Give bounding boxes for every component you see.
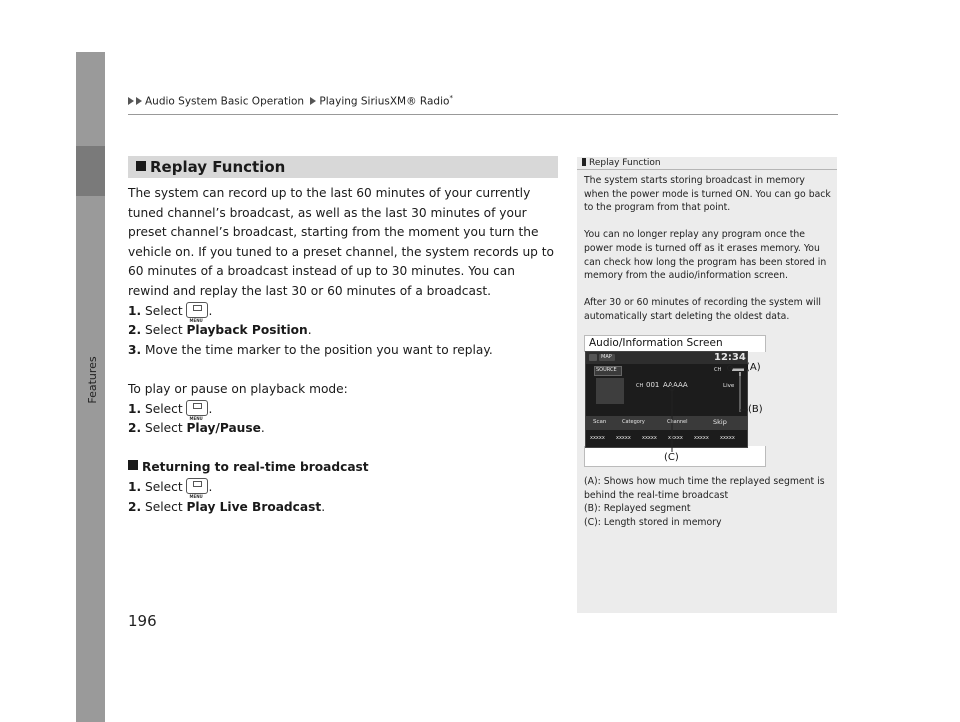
step-text: Select	[145, 323, 183, 338]
breadcrumb	[128, 94, 453, 108]
callout-b: (B)	[748, 404, 763, 415]
chapter-tab-marker	[76, 146, 105, 196]
intro-paragraph: The system can record up to the last 60 minutes of your currently tuned channel’s broadcast, as well as the last 30 minutes of your preset channel’s broadcast, starting from the moment you turn the vehicle on. If you tuned to a preset channel, the system records up to 60 minutes of a broadcast instead of up to 30 minutes. You can rewind and replay the last 30 or 60 minutes of a broadcast.	[128, 186, 555, 298]
channel-number: 001	[646, 381, 660, 389]
breadcrumb-arrow-icon	[310, 97, 316, 105]
figure-caption-box	[584, 335, 766, 352]
menu-button-icon	[186, 302, 208, 318]
asterisk-mark: *	[449, 94, 453, 102]
breadcrumb-item[interactable]: Playing SiriusXM® Radio	[319, 95, 450, 108]
scan-button: Scan	[593, 419, 607, 425]
step-number: 1.	[128, 401, 142, 416]
live-label: Live	[723, 383, 735, 389]
page-number: 196	[128, 612, 157, 630]
breadcrumb-arrow-icon	[128, 97, 134, 105]
step-punct: .	[307, 323, 312, 338]
pause-intro: To play or pause on playback mode:	[128, 381, 348, 396]
step-item	[128, 302, 558, 322]
step-text: Select	[145, 421, 183, 436]
category-button: Category	[622, 419, 645, 425]
preset-button: xxxxx	[642, 435, 657, 441]
note-paragraph: The system starts storing broadcast in memory when the power mode is turned ON. You can go back to the program from that point.	[584, 175, 831, 214]
step-item	[128, 400, 558, 420]
step-item	[128, 478, 558, 498]
ch-prefix: CH	[636, 383, 644, 389]
note-marker-icon	[582, 158, 586, 166]
callout-c: (C)	[664, 452, 679, 463]
legend-item: (B): Replayed segment	[584, 503, 691, 515]
callout-a: (A)	[746, 362, 761, 373]
step-punct: .	[208, 479, 213, 494]
step-number: 2.	[128, 499, 142, 514]
menu-button-icon	[186, 400, 208, 416]
preset-button: xxxxx	[694, 435, 709, 441]
breadcrumb-item[interactable]: Audio System Basic Operation	[145, 95, 305, 108]
album-art	[596, 378, 624, 404]
note-paragraph: After 30 or 60 minutes of recording the system will automatically start deleting the oldest data.	[584, 297, 821, 322]
legend-item: (A): Shows how much time the replayed segment is behind the real-time broadcast	[584, 476, 825, 501]
step-text: Select	[145, 479, 183, 494]
spacer	[128, 360, 558, 380]
note-text	[584, 174, 832, 337]
step-item	[128, 341, 558, 361]
ch-small: CH	[714, 367, 722, 373]
step-number: 3.	[128, 342, 142, 357]
menu-button-icon	[186, 478, 208, 494]
channel-name: AAAAA	[663, 381, 688, 389]
play-pause-label: Play/Pause	[186, 421, 261, 436]
subheading-text: Returning to real-time broadcast	[142, 460, 369, 475]
step-text: Select	[145, 401, 183, 416]
step-number: 1.	[128, 479, 142, 494]
home-icon	[589, 354, 597, 361]
spacer	[128, 439, 558, 459]
note-rule	[577, 169, 837, 170]
preset-button: xxxxx	[720, 435, 735, 441]
square-bullet-icon	[136, 161, 146, 171]
step-number: 2.	[128, 421, 142, 436]
section-title-text: Replay Function	[150, 158, 286, 176]
step-text: Select	[145, 499, 183, 514]
figure-legend	[584, 475, 834, 529]
step-punct: .	[208, 401, 213, 416]
source-label: SOURCE	[596, 367, 617, 373]
note-title	[582, 158, 661, 168]
step-number: 2.	[128, 323, 142, 338]
play-live-broadcast-label: Play Live Broadcast	[186, 499, 322, 514]
preset-button: xxxxx	[590, 435, 605, 441]
clock: 12:34	[714, 352, 746, 363]
breadcrumb-arrow-icon	[136, 97, 142, 105]
main-body	[128, 184, 558, 517]
header-rule	[128, 114, 838, 115]
channel-button: Channel	[667, 419, 688, 425]
square-bullet-icon	[128, 460, 138, 470]
note-title-text: Replay Function	[589, 158, 661, 168]
step-number: 1.	[128, 303, 142, 318]
map-label: MAP	[601, 354, 612, 360]
skip-button: Skip	[713, 418, 727, 426]
figure-caption: Audio/Information Screen	[589, 337, 723, 349]
legend-item: (C): Length stored in memory	[584, 516, 722, 528]
preset-button: xxxxx	[668, 435, 683, 441]
step-text: Select	[145, 303, 183, 318]
step-punct: .	[321, 499, 326, 514]
note-paragraph: You can no longer replay any program once the power mode is turned off as it erases memory. You can check how long the program has been stored in memory from the audio/information screen.	[584, 229, 827, 282]
preset-button: xxxxx	[616, 435, 631, 441]
step-punct: .	[260, 421, 265, 436]
playback-position-label: Playback Position	[186, 323, 308, 338]
step-punct: .	[208, 303, 213, 318]
chapter-label: Features	[86, 356, 99, 404]
section-title	[136, 158, 285, 176]
step-text: Move the time marker to the position you want to replay.	[145, 342, 493, 357]
subheading	[128, 458, 558, 478]
